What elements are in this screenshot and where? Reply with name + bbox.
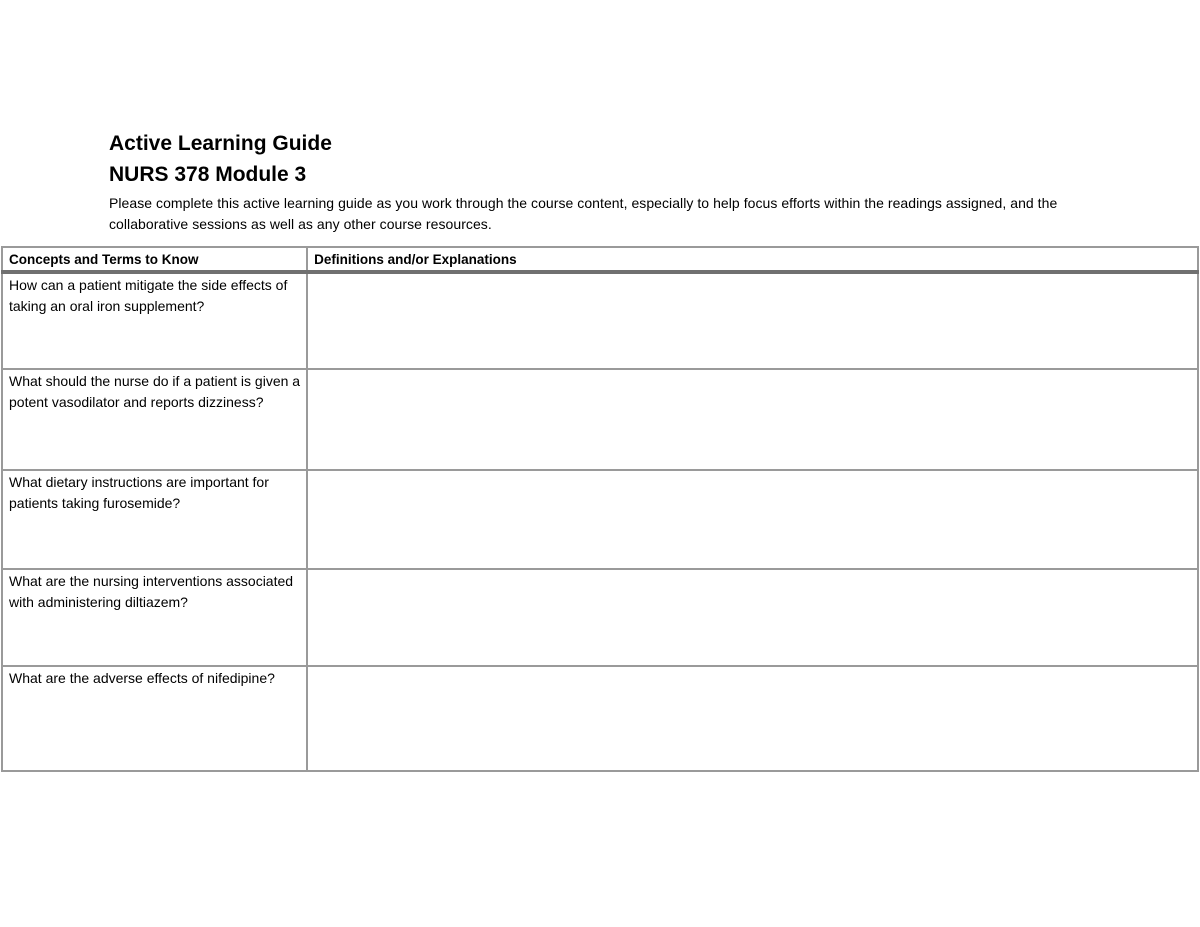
- learning-guide-table: [1, 246, 1199, 772]
- answer-cell[interactable]: [307, 666, 1198, 771]
- table-row: [2, 569, 1198, 666]
- answer-cell[interactable]: [307, 569, 1198, 666]
- table-row: [2, 470, 1198, 569]
- table-header-row: [2, 247, 1198, 272]
- question-cell: What should the nurse do if a patient is given a potent vasodilator and reports dizziness?: [2, 369, 307, 470]
- column-header-definitions: Definitions and/or Explanations: [307, 247, 1198, 272]
- table-row: [2, 369, 1198, 470]
- module-subtitle: NURS 378 Module 3: [109, 163, 307, 186]
- question-cell: What are the adverse effects of nifedipine?: [2, 666, 307, 771]
- table-row: [2, 666, 1198, 771]
- column-header-concepts: Concepts and Terms to Know: [2, 247, 307, 272]
- document-header: [109, 128, 1109, 235]
- intro-paragraph: Please complete this active learning guide as you work through the course content, especially to help focus efforts within the readings assigned, and the collaborative sessions as well as any other course resources.: [109, 195, 1058, 232]
- question-cell: How can a patient mitigate the side effects of taking an oral iron supplement?: [2, 272, 307, 369]
- answer-cell[interactable]: [307, 470, 1198, 569]
- question-cell: What are the nursing interventions associated with administering diltiazem?: [2, 569, 307, 666]
- answer-cell[interactable]: [307, 272, 1198, 369]
- table-row: [2, 272, 1198, 369]
- answer-cell[interactable]: [307, 369, 1198, 470]
- question-cell: What dietary instructions are important for patients taking furosemide?: [2, 470, 307, 569]
- document-title: Active Learning Guide: [109, 132, 332, 155]
